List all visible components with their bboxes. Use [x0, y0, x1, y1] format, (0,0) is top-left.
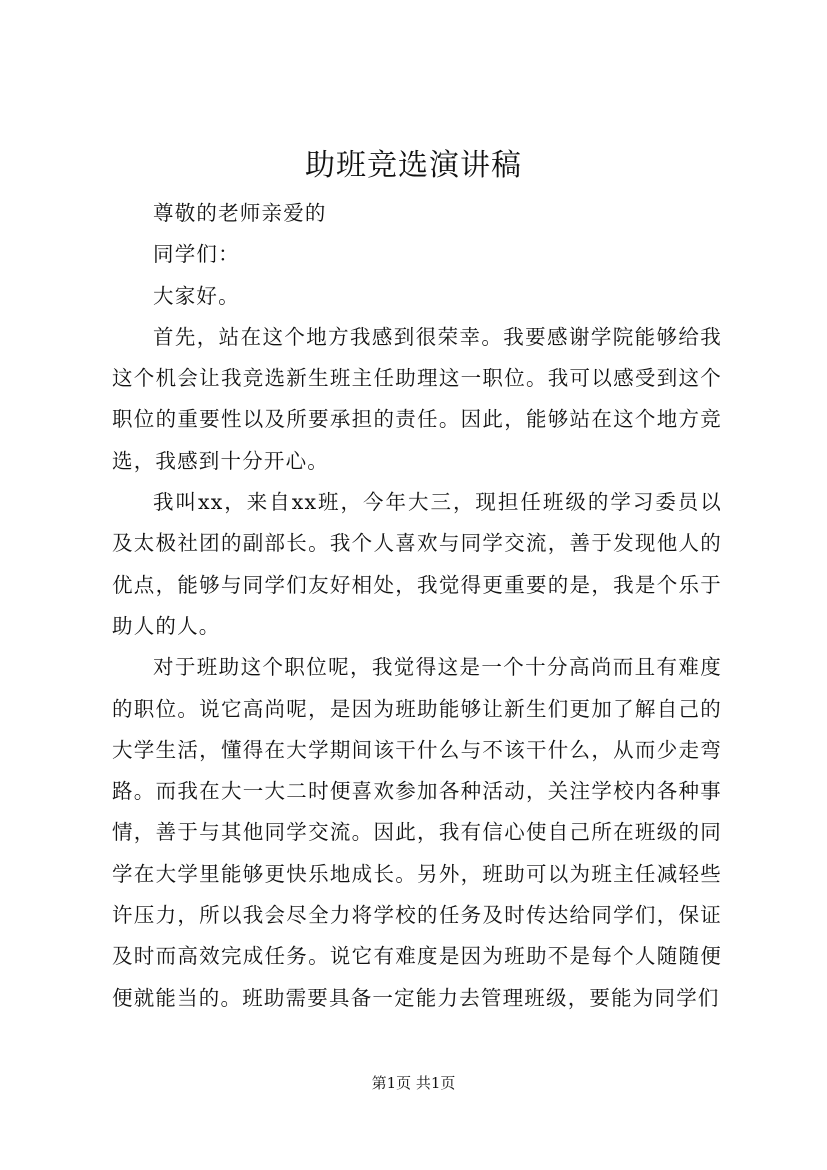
paragraph-self-introduction: 我叫xx，来自xx班，今年大三，现担任班级的学习委员以及太极社团的副部长。我个人喜欢与同学交流，善于发现他人的优点，能够与同学们友好相处，我觉得更重要的是，我是个乐于助人的人。 [112, 490, 722, 638]
paragraph-role-view: 对于班助这个职位呢，我觉得这是一个十分高尚而且有难度的职位。说它高尚呢，是因为班助能够让新生们更加了解自己的大学生活，懂得在大学期间该干什么与不该干什么，从而少走弯路。而我在大一大二时便喜欢参加各种活动，关注学校内各种事情，善于与其他同学交流。因此，我有信心使自己所在班级的同学在大学里能够更快乐地成长。另外，班助可以为班主任减轻些许压力，所以我会尽全力将学校的任务及时传达给同学们，保证及时而高效完成任务。说它有难度是因为班助不是每个人随随便便就能当的。班助需要具备一定能力去管理班级，要能为同学们 [112, 655, 722, 1010]
page-footer: 第1页 共1页 [371, 1074, 456, 1092]
greeting-line: 大家好。 [153, 283, 240, 308]
salutation-line-2: 同学们： [153, 242, 240, 267]
document-body [112, 193, 722, 1019]
paragraph-intro: 首先，站在这个地方我感到很荣幸。我要感谢学院能够给我这个机会让我竞选新生班主任助理这一职位。我可以感受到这个职位的重要性以及所要承担的责任。因此，能够站在这个地方竞选，我感到十分开心。 [112, 324, 722, 473]
salutation-line-1: 尊敬的老师亲爱的 [153, 201, 327, 225]
document-title: 助班竞选演讲稿 [305, 148, 522, 183]
